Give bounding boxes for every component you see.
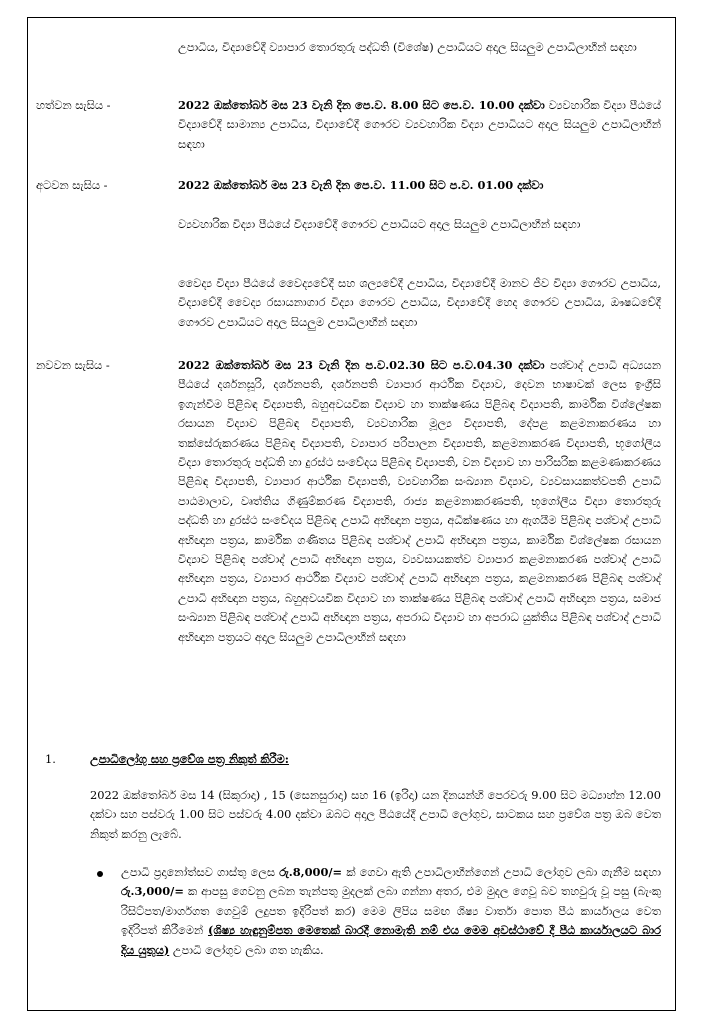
document-page xyxy=(27,17,676,1011)
id-card-note: (ශිෂ්‍ය හැඳුනුම්පත මෙතෙක් බාරදී නොමැති නම් එය මෙම අවස්ථාවේ දී පීඨ කාර්යාලයට බාර දිය යුතුය) xyxy=(121,923,661,957)
deposit-amount: රු.3,000/= xyxy=(121,884,184,899)
bullet-text-4: උපාධි ලෝගුව ලබා ගත හැකිය. xyxy=(169,942,324,957)
section-1-bullet xyxy=(121,863,661,960)
section-1-paragraph xyxy=(90,786,661,844)
session-8-label: අටවන සැසිය - xyxy=(36,178,108,192)
session-8-text-2: වෛද්‍ය විද්‍යා පීඨයේ වෛද්‍යවේදී සහ ශල්‍යවේදී උපාධිය, විද්‍යාවේදී මානව ජීව විද්‍යා ගෞරව උපාධිය, විද්‍යාවේදී වෛද්‍ය රසායනාගාර විද්‍යා ගෞරව උපාධිය, විද්‍යාවේදී හෙද ගෞරව උපාධිය, ඖෂධවේදී ගෞරව උපාධියට අදාල සියලුම උපාධිලාභීන් සඳහා xyxy=(178,276,661,329)
session-7-text: ව්‍යවහාරික විද්‍යා පීඨයේ විද්‍යාවේදී සාමාන්‍ය උපාධිය, විද්‍යාවේදී ගෞරව ව්‍යවහාරික විද්‍යා උපාධියට අදාල සියලුම උපාධිලාභීන් සඳහා xyxy=(178,98,662,151)
section-1-para-text: 2022 ඔක්තෝබර් මස 14 (සිකුරාදා) , 15 (සෙනසුරාදා) සහ 16 (ඉරිදා) යන දිනයන්හි පෙරවරු 9.00 සිට මධ්‍යාහ්න 12.00 දක්වා සහ පස්වරු 1.00 සිට පස්වරු 4.00 දක්වා ඔබට අදාල පීඨයේදී උපාධි ලෝගුව, සාටකය සහ ප්‍රවේශ පත්‍ර ඔබ වෙත නිකුත් කරනු ලැබේ. xyxy=(90,788,661,841)
session-7-label: හත්වන සැසිය - xyxy=(36,98,111,112)
section-1-heading-wrap xyxy=(90,750,289,769)
session-8-text-2-block xyxy=(178,274,661,332)
session-8-time-block xyxy=(178,176,661,195)
session-8-text-1-block xyxy=(178,215,661,234)
session-9-label: නවවන සැසිය - xyxy=(36,358,110,372)
intro-text: උපාධිය, විද්‍යාවේදී ව්‍යාපාර තොරතුරු පද්ධති (විශේෂ) උපාධියට අදාල සියලුම උපාධිලාභීන් සඳහා xyxy=(178,40,637,54)
session-7-time: 2022 ඔක්තෝබර් මස 23 වැනි දින පෙ.ව. 8.00 සිට පෙ.ව. 10.00 දක්වා xyxy=(178,98,545,112)
bullet-icon xyxy=(97,871,103,877)
section-1-number: 1. xyxy=(45,752,56,766)
intro-paragraph xyxy=(178,38,661,57)
fee-amount: රු.8,000/= xyxy=(279,865,343,879)
session-9-body xyxy=(178,356,661,647)
session-9-time: 2022 ඔක්තෝබර් මස 23 වැනි දින ප.ව.02.30 සිට ප.ව.04.30 දක්වා xyxy=(178,358,545,372)
bullet-text-1: උපාධි ප්‍රදානෝත්සව ගාස්තු ලෙස xyxy=(121,865,280,879)
bullet-text-3: ක ආපසු ගෙවනු ලබන තැන්පතු මුදලක් ලබා ගන්නා අතර, එම මුදල ගෙවූ බව තහවුරු වූ පසු (බැංකු රිසිට්පත/මාර්ගගත ගෙවුම් ලදුපත ඉදිරිපත් කර) මෙම ලිපිය සමඟ ශිෂ්‍ය වාර්තා පොත පීඨ කාර්යාලය වෙත ඉදිරිපත් කිරීමෙන් xyxy=(121,884,661,938)
session-7-body xyxy=(178,96,661,154)
session-8-time: 2022 ඔක්තෝබර් මස 23 වැනි දින පෙ.ව. 11.00 සිට ප.ව. 01.00 දක්වා xyxy=(178,178,544,192)
session-9-text: පශ්චාද් උපාධි අධ්‍යයන පීඨයේ දර්ශනසූරි, දර්ශනපති, දර්ශනපති ව්‍යාපාර ආර්ථික විද්‍යාව, දෙවන භාෂාවක් ලෙස ඉංග්‍රීසි ඉගැන්වීම පිළිබඳ විද්‍යාපති, බහුඅවයවික විද්‍යාව හා තාක්ෂණය පිළිබඳ විද්‍යාපති, කාර්මික විශ්ලේෂක රසායන විද්‍යාව පිළිබඳ විද්‍යාපති, ව්‍යවහාරික මූල්‍ය විද්‍යාපති, දේපළ කළමනාකරණය හා තක්සේරුකරණය පිළිබඳ විද්‍යාපති, ව්‍යාපාර පරිපාලන විද්‍යාපති, කළමනාකරණ විද්‍යාපති, භූගෝලීය විද්‍යා තොරතුරු පද්ධති හා දුරස්ථ සංවේදය පිළිබඳ විද්‍යාපති, වන විද්‍යාව හා පාරිසරික කළමණාකරණය පිළිබඳ විද්‍යාපති, ව්‍යාපාර ආර්ථික විද්‍යාපති, ව්‍යවහාරික සංඛ්‍යාන විද්‍යාව, ව්‍යවසායකත්වපති උපාධි පාඨමාලාව, වෘත්තිය ගිණුම්කරණ විද්‍යාපති, රාජ්‍ය කළමනාකරණපති, භූගෝලීය විද්‍යා තොරතුරු පද්ධති හා දුරස්ථ සංවේදය පිළිබඳ උපාධි අභිඥාන පත්‍රය, අධීක්ෂණය හා ඇගයීම පිළිබඳ පශ්චාද් උපාධි අභිඥාන පත්‍රය, කාර්මික ගණිතය පිළිබඳ පශ්චාද් උපාධි අභිඥාන පත්‍රය, කාර්මික විශ්ලේෂක රසායන විද්‍යාව පිළිබඳ පශ්චාද් උපාධි අභිඥාන පත්‍රය, ව්‍යවසායකත්ව ව්‍යාපාර කළමනාකරණ පශ්චාද් උපාධි අභිඥාන පත්‍රය, ව්‍යාපාර ආර්ථික විද්‍යාව පශ්චාද් උපාධි අභිඥාන පත්‍රය, කළමනාකරණ පිළිබඳ පශ්චාද් උපාධි අභිඥාන පත්‍රය, බහුඅවයවික විද්‍යාව හා තාක්ෂණය පිළිබඳ පශ්චාද් උපාධි අභිඥාන පත්‍රය, සමාජ සංඛ්‍යාන පිළිබඳ පශ්චාද් උපාධි අභිඥාන පත්‍රය, අපරාධ විද්‍යාව හා අපරාධ යුක්තිය පිළිබඳ පශ්චාද් උපාධි අභිඥාන පත්‍රයට අදාල සියලුම උපාධිලාභීන් සඳහා xyxy=(178,358,661,644)
bullet-text-2: ක් ගෙවා ඇති උපාධිලාභීන්ගෙන් උපාධි ලෝගුව ලබා ගැනීම සඳහා xyxy=(342,865,661,879)
session-8-text-1: ව්‍යවහාරික විද්‍යා පීඨයේ විද්‍යාවේදී ගෞරව උපාධියට අදාල සියලුම උපාධිලාභීන් සඳහා xyxy=(178,217,581,231)
section-1-heading: උපාධිලෝගු සහ ප්‍රවේශ පත්‍ර නිකුත් කිරීම: xyxy=(90,752,289,766)
